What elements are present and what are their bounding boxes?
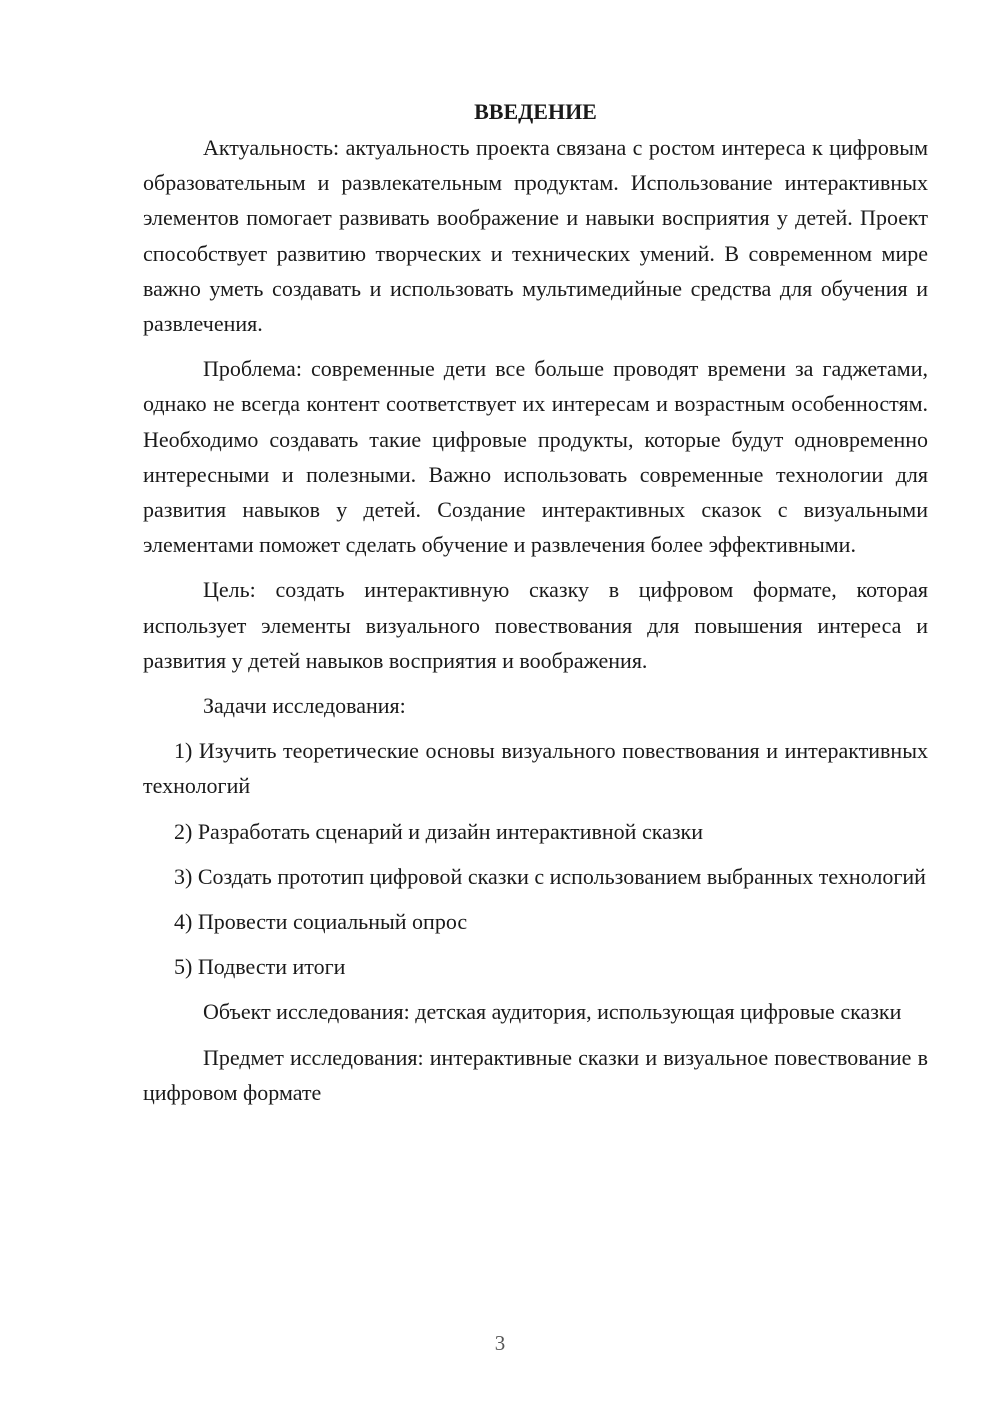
task-item-2: 2) Разработать сценарий и дизайн интерактивной сказки [174,818,703,844]
paragraph-relevance: Актуальность: актуальность проекта связана с ростом интереса к цифровым образовательным и развлекательным продуктам. Использование интерактивных элементов помогает развивать воображение и навыки восприятия у детей. Проект способствует развитию творческих и технических умений. В современном мире важно уметь создавать и использовать мультимедийные средства для обучения и развлечения. [143,135,928,337]
paragraph-problem: Проблема: современные дети все больше проводят времени за гаджетами, однако не всегда контент соответствует их интересам и возрастным особенностям. Необходимо создавать такие цифровые продукты, которые будут одновременно интересными и полезными. Важно использовать современные технологии для развития навыков у детей. Создание интерактивных сказок с визуальными элементами поможет сделать обучение и развлечения более эффективными. [143,356,928,558]
task-item-3: 3) Создать прототип цифровой сказки с использованием выбранных технологий [174,863,926,889]
paragraph-object: Объект исследования: детская аудитория, использующая цифровые сказки [203,999,902,1025]
section-heading: ВВЕДЕНИЕ [474,99,597,124]
task-item-5: 5) Подвести итоги [174,954,346,980]
page-number: 3 [494,1331,506,1355]
paragraph-subject: Предмет исследования: интерактивные сказки и визуальное повествование в цифровом формате [143,1044,928,1105]
document-page [143,94,928,1120]
paragraph-goal: Цель: создать интерактивную сказку в цифровом формате, которая использует элементы визуального повествования для повышения интереса и развития у детей навыков восприятия и воображения. [143,577,928,673]
tasks-heading: Задачи исследования: [203,693,406,719]
task-item-1: 1) Изучить теоретические основы визуального повествования и интерактивных технологий [143,738,928,799]
task-item-4: 4) Провести социальный опрос [174,909,468,935]
